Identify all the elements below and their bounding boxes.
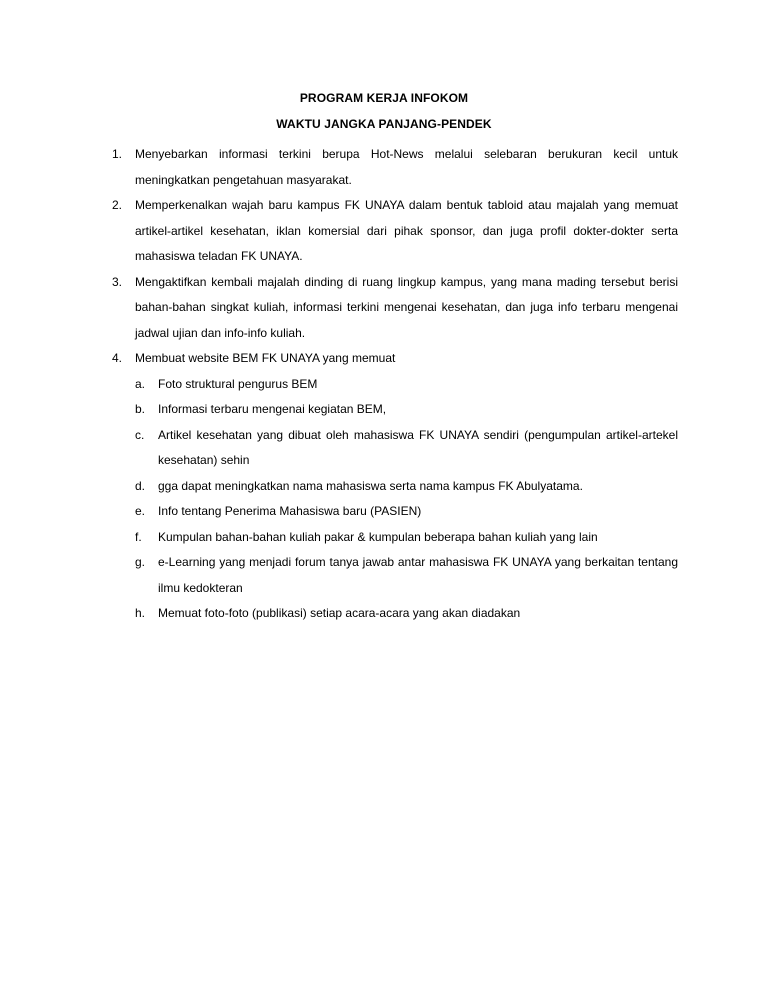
list-item	[112, 270, 678, 347]
list-item-text: Membuat website BEM FK UNAYA yang memuat	[135, 351, 396, 365]
sublist-item	[135, 601, 678, 627]
sublist-item	[135, 397, 678, 423]
list-item-number: 3.	[112, 274, 123, 289]
sublist-item-text: Informasi terbaru mengenai kegiatan BEM,	[158, 402, 387, 416]
sublist-item-letter: e.	[135, 504, 146, 518]
sublist-item	[135, 423, 678, 474]
sublist-item-letter: c.	[135, 427, 145, 442]
list-item-text: Menyebarkan informasi terkini berupa Hot-News melalui selebaran berukuran kecil untuk meningkatkan pengetahuan masyarakat.	[135, 147, 678, 187]
sublist-item	[135, 525, 678, 551]
sublist-item-letter: a.	[135, 376, 146, 391]
sublist-item-letter: h.	[135, 606, 146, 620]
list-item-text: Memperkenalkan wajah baru kampus FK UNAYA dalam bentuk tabloid atau majalah yang memuat artikel-artikel kesehatan, iklan komersial dari pihak sponsor, dan juga profil dokter-dokter serta mahasiswa teladan FK UNAYA.	[135, 198, 678, 263]
sublist-item	[135, 499, 678, 525]
list-item-number: 2.	[112, 198, 123, 212]
list-item-text: Mengaktifkan kembali majalah dinding di ruang lingkup kampus, yang mana mading tersebut berisi bahan-bahan singkat kuliah, informasi terkini mengenai kesehatan, dan juga info terbaru mengenai jadwal ujian dan info-info kuliah.	[135, 274, 678, 340]
sublist-item-text: Kumpulan bahan-bahan kuliah pakar & kumpulan beberapa bahan kuliah yang lain	[158, 529, 598, 544]
sublist-item	[135, 550, 678, 601]
list-item	[112, 193, 678, 270]
sublist-item-text: Artikel kesehatan yang dibuat oleh mahasiswa FK UNAYA sendiri (pengumpulan artikel-artekel kesehatan) sehin	[158, 427, 678, 467]
list-item	[112, 142, 678, 193]
sublist-item-text: e-Learning yang menjadi forum tanya jawab antar mahasiswa FK UNAYA yang berkaitan tentang ilmu kedokteran	[158, 555, 678, 595]
sublist-item-letter: b.	[135, 402, 146, 416]
sublist-item-letter: g.	[135, 555, 146, 569]
sublist-item-letter: d.	[135, 478, 146, 493]
sublist-item	[135, 474, 678, 500]
sublist-item	[135, 372, 678, 398]
document-subtitle: WAKTU JANGKA PANJANG-PENDEK	[276, 117, 492, 131]
sublist-item-text: gga dapat meningkatkan nama mahasiswa serta nama kampus FK Abulyatama.	[158, 478, 583, 493]
list-item-number: 1.	[112, 147, 123, 161]
website-content-sublist	[135, 372, 678, 627]
list-item	[112, 346, 678, 627]
document-title: PROGRAM KERJA INFOKOM	[299, 91, 469, 105]
sublist-item-text: Info tentang Penerima Mahasiswa baru (PASIEN)	[158, 504, 422, 518]
program-list	[112, 142, 678, 627]
sublist-item-text: Foto struktural pengurus BEM	[158, 376, 318, 391]
sublist-item-text: Memuat foto-foto (publikasi) setiap acara-acara yang akan diadakan	[158, 606, 521, 620]
sublist-item-letter: f.	[135, 529, 142, 544]
list-item-number: 4.	[112, 351, 123, 365]
